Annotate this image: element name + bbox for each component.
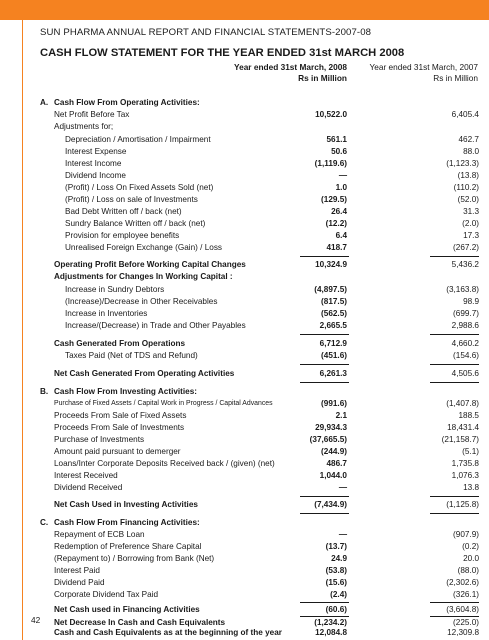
value-2008: — — [338, 529, 347, 539]
table-row — [0, 206, 489, 218]
row-label: Redemption of Preference Share Capital — [54, 541, 202, 551]
value-2008: 50.6 — [331, 146, 347, 156]
row-label: Interest Paid — [54, 565, 100, 575]
value-2007: (21,158.7) — [441, 434, 479, 444]
column-header-2008-unit: Rs in Million — [298, 73, 347, 83]
column-header-2007 — [360, 62, 478, 84]
value-2008: (817.5) — [321, 296, 347, 306]
table-row — [0, 499, 489, 511]
value-2008: 29,934.3 — [315, 422, 347, 432]
row-label: Provision for employee benefits — [65, 230, 180, 240]
table-row — [0, 604, 489, 616]
value-2007: 98.9 — [463, 296, 479, 306]
table-row — [0, 470, 489, 482]
value-2008: 2,665.5 — [319, 320, 347, 330]
value-2008: 6.4 — [335, 230, 347, 240]
value-2007: (13.8) — [457, 170, 479, 180]
statement-title: CASH FLOW STATEMENT FOR THE YEAR ENDED 31st MARCH 2008 — [40, 47, 405, 59]
row-label: Interest Income — [65, 158, 122, 168]
row-label: Purchase of Investments — [54, 434, 145, 444]
value-2008: (244.9) — [321, 446, 347, 456]
row-label: Net Cash Generated From Operating Activities — [54, 369, 235, 378]
value-2007: 12,309.8 — [447, 628, 479, 637]
value-2008: (15.6) — [325, 577, 347, 587]
row-label: Net Profit Before Tax — [54, 110, 130, 119]
value-2007: 5,436.2 — [451, 260, 479, 269]
row-label: Proceeds From Sale of Investments — [54, 422, 185, 432]
row-label: Bad Debt Written off / back (net) — [65, 206, 182, 216]
table-row — [0, 398, 489, 410]
table-row — [0, 146, 489, 158]
value-2008: 24.9 — [331, 553, 347, 563]
value-2008: (37,665.5) — [309, 434, 347, 444]
subtotal-rule — [300, 513, 349, 514]
value-2008: 10,522.0 — [315, 110, 347, 119]
value-2008: 1,044.0 — [319, 470, 347, 480]
value-2007: 18,431.4 — [447, 422, 479, 432]
value-2007: 6,405.4 — [451, 110, 479, 119]
table-row — [0, 410, 489, 422]
value-2007: (699.7) — [453, 308, 479, 318]
row-label: Cash Flow From Investing Activities: — [54, 386, 198, 396]
row-label: Dividend Income — [65, 170, 126, 180]
value-2007: (1,123.3) — [446, 158, 479, 168]
value-2008: 10,324.9 — [315, 260, 347, 269]
row-label: Amount paid pursuant to demerger — [54, 446, 181, 456]
value-2008: (451.6) — [321, 351, 347, 360]
value-2007: 17.3 — [463, 230, 479, 240]
value-2008: 26.4 — [331, 206, 347, 216]
row-label: (Increase)/Decrease in Other Receivables — [65, 296, 218, 306]
header-accent-bar — [0, 0, 489, 20]
table-row — [0, 194, 489, 206]
column-header-2007-unit: Rs in Million — [433, 73, 478, 83]
table-row — [0, 458, 489, 470]
subtotal-rule — [430, 382, 479, 383]
value-2008: 1.0 — [335, 182, 347, 192]
table-row — [0, 182, 489, 194]
value-2008: (7,434.9) — [314, 500, 347, 509]
value-2007: (225.0) — [453, 618, 479, 627]
value-2008: (60.6) — [325, 604, 347, 614]
value-2007: (88.0) — [457, 565, 479, 575]
value-2008: (4,897.5) — [314, 284, 347, 294]
value-2007: (0.2) — [462, 541, 479, 551]
table-row — [0, 517, 489, 529]
value-2007: 1,076.3 — [451, 470, 479, 480]
row-label: Loans/Inter Corporate Deposits Received back / (given) (net) — [54, 458, 275, 468]
value-2007: (907.9) — [453, 529, 479, 539]
row-label: Proceeds From Sale of Fixed Assets — [54, 410, 187, 420]
value-2007: (1,407.8) — [446, 398, 479, 408]
page-number: 42 — [31, 615, 41, 625]
row-label: Dividend Paid — [54, 577, 105, 587]
value-2007: 4,660.2 — [451, 339, 479, 348]
table-row — [0, 553, 489, 565]
value-2007: (5.1) — [462, 446, 479, 456]
value-2007: 188.5 — [458, 410, 479, 420]
value-2007: 1,735.8 — [451, 458, 479, 468]
row-label: Repayment of ECB Loan — [54, 529, 145, 539]
value-2007: 2,988.6 — [451, 320, 479, 330]
subtotal-rule — [300, 256, 349, 257]
table-row — [0, 284, 489, 296]
table-row — [0, 134, 489, 146]
subtotal-rule — [430, 513, 479, 514]
table-row — [0, 446, 489, 458]
table-row — [0, 541, 489, 553]
section-letter: A. — [40, 98, 49, 107]
value-2008: 2.1 — [335, 410, 347, 420]
table-row — [0, 242, 489, 254]
value-2007: (3,604.8) — [446, 604, 479, 614]
row-label: Depreciation / Amortisation / Impairment — [65, 134, 211, 144]
column-header-2007-year: Year ended 31st March, 2007 — [369, 62, 478, 72]
table-row — [0, 121, 489, 133]
subtotal-rule — [300, 334, 349, 335]
table-row — [0, 386, 489, 398]
value-2007: 462.7 — [458, 134, 479, 144]
subtotal-rule — [300, 496, 349, 497]
subtotal-rule — [430, 334, 479, 335]
subtotal-rule — [430, 364, 479, 365]
table-row — [0, 259, 489, 271]
row-label: Adjustments for; — [54, 122, 114, 131]
subtotal-rule — [430, 496, 479, 497]
value-2007: (154.6) — [453, 351, 479, 360]
section-letter: B. — [40, 386, 49, 396]
value-2007: (326.1) — [453, 589, 479, 599]
table-row — [0, 529, 489, 541]
row-label: Sundry Balance Written off / back (net) — [65, 218, 206, 228]
table-row — [0, 338, 489, 350]
column-header-2008-year: Year ended 31st March, 2008 — [234, 62, 347, 72]
value-2007: (52.0) — [457, 194, 479, 204]
table-row — [0, 368, 489, 380]
row-label: Increase in Inventories — [65, 308, 148, 318]
row-label: Net Cash Used in Investing Activities — [54, 500, 198, 509]
value-2008: 561.1 — [326, 134, 347, 144]
table-row — [0, 627, 489, 639]
table-row — [0, 170, 489, 182]
value-2008: (12.2) — [325, 218, 347, 228]
value-2008: — — [338, 170, 347, 180]
row-label: Adjustments for Changes In Working Capital : — [54, 272, 233, 281]
table-row — [0, 158, 489, 170]
row-label: Cash Flow From Operating Activities: — [54, 98, 200, 107]
value-2008: — — [338, 482, 347, 492]
row-label: Corporate Dividend Tax Paid — [54, 589, 159, 599]
value-2007: 13.8 — [463, 482, 479, 492]
table-row — [0, 218, 489, 230]
value-2007: (267.2) — [453, 242, 479, 252]
subtotal-rule — [430, 256, 479, 257]
row-label: (Profit) / Loss on sale of Investments — [65, 194, 198, 204]
table-row — [0, 320, 489, 332]
row-label: Purchase of Fixed Assets / Capital Work in Progress / Capital Advances — [54, 399, 273, 407]
table-row — [0, 271, 489, 283]
table-row — [0, 296, 489, 308]
value-2008: (129.5) — [321, 194, 347, 204]
value-2007: 4,505.6 — [451, 369, 479, 378]
value-2008: (53.8) — [325, 565, 347, 575]
value-2008: 418.7 — [326, 242, 347, 252]
row-label: (Profit) / Loss On Fixed Assets Sold (net) — [65, 182, 214, 192]
row-label: Operating Profit Before Working Capital Changes — [54, 260, 246, 269]
table-row — [0, 350, 489, 362]
section-letter: C. — [40, 517, 49, 527]
row-label: Unrealised Foreign Exchange (Gain) / Loss — [65, 242, 223, 252]
value-2008: (562.5) — [321, 308, 347, 318]
value-2008: (1,234.2) — [314, 618, 347, 627]
value-2007: (110.2) — [453, 182, 479, 192]
row-label: Interest Expense — [65, 146, 127, 156]
row-label: (Repayment to) / Borrowing from Bank (Net) — [54, 553, 215, 563]
row-label: Net Decrease In Cash and Cash Equivalents — [54, 618, 226, 627]
row-label: Net Cash used in Financing Activities — [54, 604, 200, 614]
row-label: Cash Generated From Operations — [54, 339, 186, 348]
value-2008: 6,261.3 — [319, 369, 347, 378]
report-header: SUN PHARMA ANNUAL REPORT AND FINANCIAL STATEMENTS-2007-08 — [40, 27, 372, 38]
subtotal-rule — [300, 382, 349, 383]
table-row — [0, 422, 489, 434]
value-2008: (13.7) — [325, 541, 347, 551]
value-2008: (2.4) — [330, 589, 347, 599]
table-row — [0, 577, 489, 589]
value-2007: (2.0) — [462, 218, 479, 228]
value-2007: 88.0 — [463, 146, 479, 156]
table-row — [0, 589, 489, 601]
value-2008: (1,119.6) — [314, 158, 347, 168]
value-2007: 20.0 — [463, 553, 479, 563]
value-2008: 6,712.9 — [319, 339, 347, 348]
subtotal-rule — [300, 364, 349, 365]
table-row — [0, 434, 489, 446]
table-row — [0, 109, 489, 121]
value-2007: 31.3 — [463, 206, 479, 216]
table-row — [0, 97, 489, 109]
row-label: Taxes Paid (Net of TDS and Refund) — [65, 351, 198, 360]
row-label: Increase/(Decrease) in Trade and Other Payables — [65, 320, 246, 330]
value-2007: (1,125.8) — [446, 500, 479, 509]
table-row — [0, 308, 489, 320]
row-label: Dividend Received — [54, 482, 123, 492]
value-2007: (2,302.6) — [446, 577, 479, 587]
table-row — [0, 482, 489, 494]
row-label: Cash Flow From Financing Activities: — [54, 517, 200, 527]
row-label: Increase in Sundry Debtors — [65, 284, 165, 294]
value-2008: 486.7 — [326, 458, 347, 468]
table-row — [0, 565, 489, 577]
table-row — [0, 230, 489, 242]
column-header-2008 — [200, 62, 347, 84]
value-2008: 12,084.8 — [315, 628, 347, 637]
value-2007: (3,163.8) — [446, 284, 479, 294]
row-label: Interest Received — [54, 470, 118, 480]
value-2008: (991.6) — [321, 398, 347, 408]
row-label: Cash and Cash Equivalents as at the beginning of the year — [54, 628, 282, 637]
